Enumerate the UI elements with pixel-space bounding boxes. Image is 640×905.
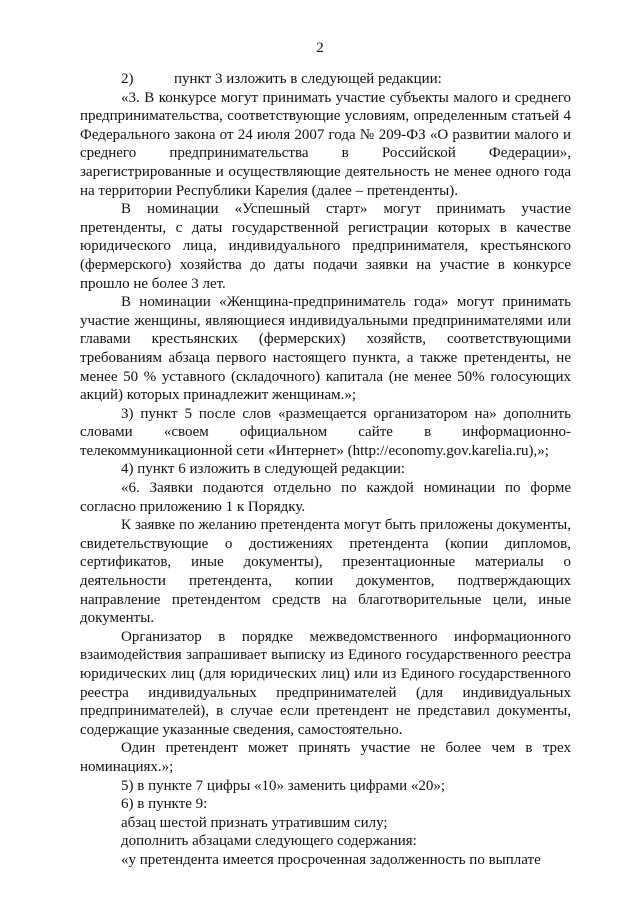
paragraph: Один претендент может принять участие не более чем в трех номинациях.»; (80, 740, 571, 775)
paragraph: «у претендента имеется просроченная задолженность по выплате (121, 851, 541, 868)
paragraph: абзац шестой признать утратившим силу; (121, 814, 388, 831)
paragraph: В номинации «Успешный старт» могут принимать участие претенденты, с даты государственной регистрации которых в качестве юридического лица, индивидуального предпринимателя, крестьянского (фермерского) хозяйства до даты подачи заявки на участие в конкурсе прошло не более 3 лет. (80, 201, 571, 292)
paragraph: 5) в пункте 7 цифры «10» заменить цифрами «20»; (121, 777, 446, 794)
paragraph: В номинации «Женщина-предприниматель года» могут принимать участие женщины, являющиеся индивидуальными предпринимателями или главами крестьянских (фермерских) хозяйств, соответствующими требованиям абзаца первого настоящего пункта, а также претенденты, не менее 50 % уставного (складочного) капитала (не менее 50% голосующих акций) которых принадлежит женщинам.»; (80, 294, 571, 404)
paragraph-text: пункт 3 изложить в следующей редакции: (174, 71, 442, 87)
paragraph: «6. Заявки подаются отдельно по каждой номинации по форме согласно приложению 1 к Порядку. (80, 480, 571, 515)
paragraph: «3. В конкурсе могут принимать участие субъекты малого и среднего предпринимательства, соответствующие условиям, определенным статьей 4 Федерального закона от 24 июля 2007 года № 209-ФЗ «О развитии малого и среднего предпринимательства в Российской Федерации», зарегистрированные и осуществляющие деятельность не менее одного года на территории Республики Карелия (далее – претенденты). (80, 89, 571, 199)
paragraph: 4) пункт 6 изложить в следующей редакции: (121, 461, 406, 478)
paragraph-item-2 (80, 70, 571, 89)
document-body (80, 70, 571, 870)
page-number: 2 (316, 40, 324, 56)
paragraph: Организатор в порядке межведомственного информационного взаимодействия запрашивает выписку из Единого государственного реестра юридических лиц (для юридических лиц) или из Единого государственного реестра индивидуальных предпринимателей (для индивидуальных предпринимателей), в случае если претендент не представил документы, содержащие указанные сведения, самостоятельно. (80, 628, 571, 738)
item-number: 2) (121, 71, 134, 87)
paragraph: К заявке по желанию претендента могут быть приложены документы, свидетельствующие о достижениях претендента (копии дипломов, сертификатов, иные документы), презентационные материалы о деятельности претендента, копии документов, подтверждающих направление претендентом средств на благотворительные цели, иные документы. (80, 517, 571, 627)
paragraph: 3) пункт 5 после слов «размещается организатором на» дополнить словами «своем официальном сайте в информационно-телекоммуникационной сети «Интернет» (http://economy.gov.karelia.ru),»; (80, 405, 571, 459)
paragraph: 6) в пункте 9: (121, 796, 208, 813)
paragraph: дополнить абзацами следующего содержания: (121, 833, 417, 850)
